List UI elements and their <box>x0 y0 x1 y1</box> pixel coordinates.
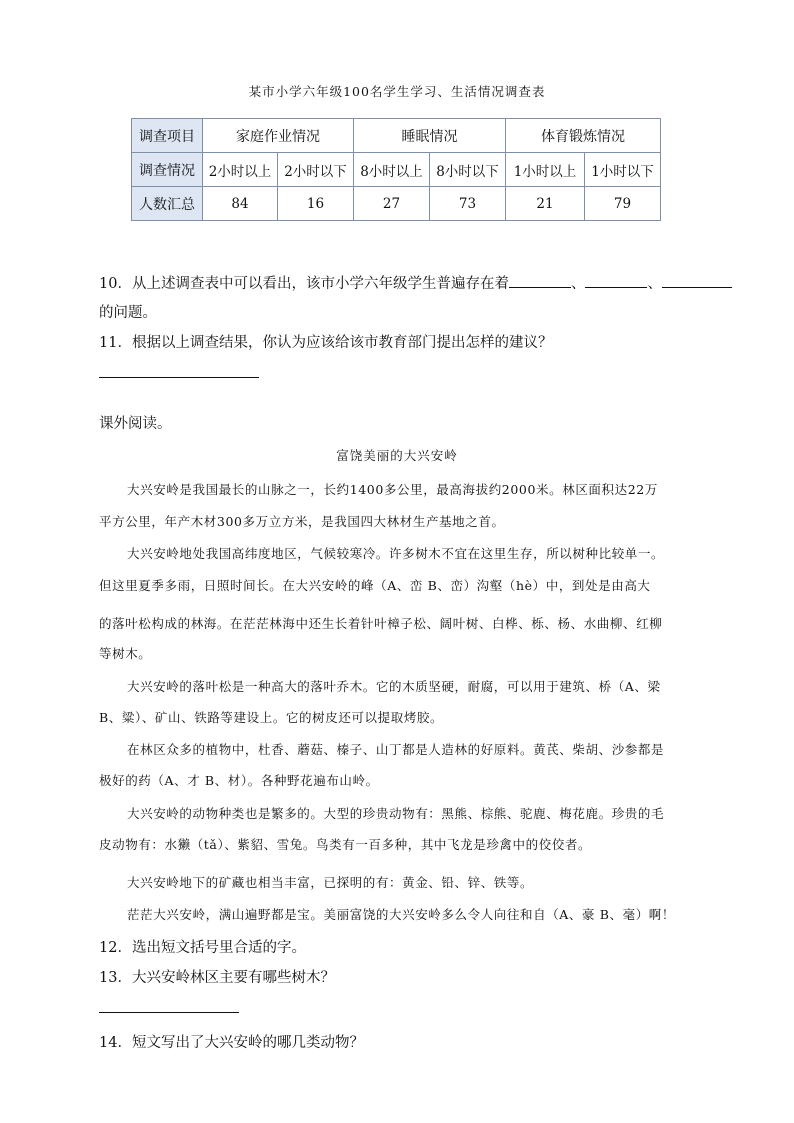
section-label: 课外阅读。 <box>99 416 172 432</box>
answer-blank[interactable] <box>509 273 571 288</box>
passage-line: 大兴安岭的落叶松是一种高大的落叶乔木。它的木质坚硬，耐腐，可以用于建筑、桥（A、梁 <box>127 679 661 694</box>
passage-line: 茫茫大兴安岭，满山遍野都是宝。美丽富饶的大兴安岭多么令人向往和自（A、豪 B、毫）啊！ <box>127 907 675 922</box>
table-row-label: 人数汇总 <box>132 187 203 221</box>
table-row <box>132 153 661 187</box>
passage-line: 但这里夏季多雨，日照时间长。在大兴安岭的峰（A、峦 B、峦）沟壑（hè）中，到处是由高大 <box>99 578 651 593</box>
answer-blank[interactable] <box>585 273 647 288</box>
table-header-cell: 体育锻炼情况 <box>506 119 661 153</box>
table-cell: 2小时以下 <box>278 153 354 187</box>
table-cell: 84 <box>203 187 278 221</box>
passage-line: 大兴安岭是我国最长的山脉之一，长约1400多公里，最高海拔约2000米。林区面积达22万 <box>127 482 658 497</box>
question-14: 14．短文写出了大兴安岭的哪几类动物？ <box>99 1035 364 1051</box>
passage-line: 平方公里，年产木材300多万立方米，是我国四大林材生产基地之首。 <box>99 514 505 529</box>
survey-table <box>131 118 661 221</box>
table-row-label: 调查情况 <box>132 153 203 187</box>
answer-line[interactable] <box>99 1012 239 1013</box>
passage-line: 大兴安岭地下的矿藏也相当丰富，已探明的有：黄金、铅、锌、铁等。 <box>127 875 534 890</box>
table-cell: 16 <box>278 187 354 221</box>
passage-line: 大兴安岭地处我国高纬度地区，气候较寒冷。许多树木不宜在这里生存，所以树种比较单一。 <box>127 546 665 561</box>
answer-line[interactable] <box>99 377 259 378</box>
table-caption: 某市小学六年级100名学生学习、生活情况调查表 <box>248 84 546 99</box>
table-cell: 2小时以上 <box>203 153 278 187</box>
table-cell: 27 <box>354 187 430 221</box>
table-cell: 1小时以上 <box>506 153 585 187</box>
passage-line: 等树木。 <box>99 646 152 661</box>
table-header-cell: 调查项目 <box>132 119 203 153</box>
question-text: 10．从上述调查表中可以看出，该市小学六年级学生普遍存在着 <box>99 276 509 292</box>
table-header-cell: 家庭作业情况 <box>203 119 354 153</box>
separator: 、 <box>570 276 586 292</box>
table-header-cell: 睡眠情况 <box>354 119 506 153</box>
answer-blank[interactable] <box>662 273 732 288</box>
question-12: 12．选出短文括号里合适的字。 <box>99 940 306 956</box>
table-cell: 8小时以下 <box>430 153 506 187</box>
passage-line: 极好的药（A、才 B、材）。各种野花遍布山岭。 <box>99 773 379 788</box>
table-cell: 73 <box>430 187 506 221</box>
passage-line: 的落叶松构成的林海。在茫茫林海中还生长着针叶樟子松、阔叶树、白桦、栎、杨、水曲柳、红柳 <box>99 616 663 631</box>
passage-line: 大兴安岭的动物种类也是繁多的。大型的珍贵动物有：黑熊、棕熊、驼鹿、梅花鹿。珍贵的毛 <box>127 806 665 821</box>
question-10 <box>99 272 732 293</box>
passage-line: 皮动物有：水獭（tǎ）、紫貂、雪兔。鸟类有一百多种，其中飞龙是珍禽中的佼佼者。 <box>99 837 592 852</box>
question-11: 11．根据以上调查结果，你认为应该给该市教育部门提出怎样的建议？ <box>99 335 553 351</box>
table-cell: 8小时以上 <box>354 153 430 187</box>
question-10-cont: 的问题。 <box>99 305 157 321</box>
table-cell: 21 <box>506 187 585 221</box>
passage-line: B、粱）、矿山、铁路等建设上。它的树皮还可以提取烤胶。 <box>99 710 444 725</box>
passage-title: 富饶美丽的大兴安岭 <box>336 448 458 463</box>
passage-line: 在林区众多的植物中，杜香、蘑菇、榛子、山丁都是人造林的好原料。黄芪、柴胡、沙参都是 <box>127 742 665 757</box>
table-header-row <box>132 119 661 153</box>
question-13: 13．大兴安岭林区主要有哪些树木？ <box>99 970 335 986</box>
separator: 、 <box>647 276 662 292</box>
table-row <box>132 187 661 221</box>
table-cell: 79 <box>585 187 661 221</box>
table-cell: 1小时以下 <box>585 153 661 187</box>
